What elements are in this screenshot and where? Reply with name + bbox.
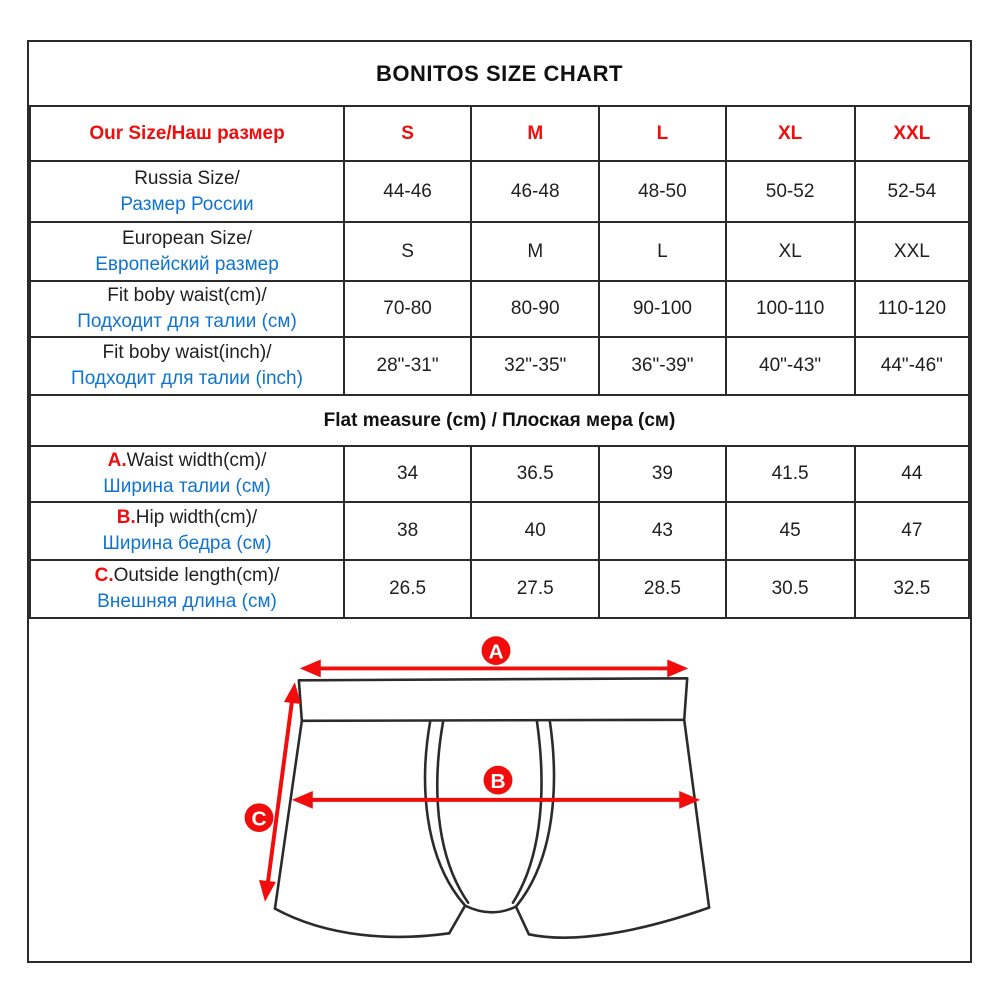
row-label-en-text: Hip width(cm)/ — [135, 507, 258, 529]
row-label-en: Fit boby waist(cm)/ — [107, 285, 267, 307]
header-size-xxl: XXL — [855, 106, 969, 161]
measure-letter-a: A. — [107, 450, 127, 472]
left-leg-hem — [275, 909, 449, 937]
row-label-ru: Ширина талии (см) — [103, 476, 271, 497]
row-label — [30, 446, 344, 502]
value-cell: XXL — [855, 222, 969, 281]
section-header-row — [30, 395, 969, 446]
row-label — [30, 560, 344, 618]
measure-badges — [245, 636, 513, 832]
value-cell: 70-80 — [344, 281, 471, 337]
value-cell: 28"-31" — [344, 337, 471, 395]
row-label-ru: Внешняя длина (см) — [97, 591, 277, 612]
value-cell: 30.5 — [726, 560, 855, 618]
row-label — [30, 161, 344, 222]
size-chart-frame — [27, 40, 972, 963]
measure-letter-b: B. — [116, 507, 136, 529]
value-cell: 36.5 — [471, 446, 599, 502]
right-side-seam — [684, 720, 709, 908]
left-inner-leg — [449, 906, 465, 934]
row-label-ru: Размер России — [120, 193, 254, 215]
value-cell: S — [344, 222, 471, 281]
row-fit-waist-inch — [30, 337, 969, 395]
row-label-en: European Size/ — [122, 227, 252, 249]
header-label: Our Size/Наш размер — [30, 106, 344, 161]
value-cell: 28.5 — [599, 560, 725, 618]
value-cell: 27.5 — [471, 560, 599, 618]
row-european-size — [30, 222, 969, 281]
row-fit-waist-cm — [30, 281, 969, 337]
value-cell: 47 — [855, 502, 969, 560]
header-row — [30, 106, 969, 161]
boxer-outline — [275, 678, 709, 937]
arrow-b-left-head — [292, 791, 313, 809]
value-cell: 38 — [344, 502, 471, 560]
row-label-en — [31, 563, 343, 589]
header-size-xl: XL — [726, 106, 855, 161]
value-cell: 39 — [599, 446, 725, 502]
value-cell: 32.5 — [855, 560, 969, 618]
boxer-diagram-svg — [29, 619, 970, 961]
row-label-ru: Европейский размер — [95, 253, 279, 275]
value-cell: 40 — [471, 502, 599, 560]
value-cell: 41.5 — [726, 446, 855, 502]
waistband — [299, 678, 687, 721]
row-label-en — [31, 505, 343, 531]
value-cell: 43 — [599, 502, 725, 560]
row-label-ru: Подходит для талии (inch) — [71, 368, 303, 389]
value-cell: 44"-46" — [855, 337, 969, 395]
left-side-seam — [275, 721, 302, 909]
section-header: Flat measure (cm) / Плоская мера (см) — [30, 395, 969, 446]
row-outside-length — [30, 560, 969, 618]
value-cell: 80-90 — [471, 281, 599, 337]
arrow-a-right-head — [667, 660, 688, 678]
value-cell: 90-100 — [599, 281, 725, 337]
pouch-right-outer-curve — [516, 721, 554, 907]
value-cell: 45 — [726, 502, 855, 560]
row-label-ru: Ширина бедра (см) — [102, 533, 272, 554]
row-label-ru: Подходит для талии (см) — [77, 311, 297, 332]
value-cell: 46-48 — [471, 161, 599, 222]
row-label-en-text: Waist width(cm)/ — [126, 450, 267, 472]
arrow-a-left-head — [300, 660, 321, 678]
badge-a-label: A — [488, 640, 504, 664]
value-cell: 100-110 — [726, 281, 855, 337]
row-label — [30, 222, 344, 281]
value-cell: 110-120 — [855, 281, 969, 337]
header-size-m: M — [471, 106, 599, 161]
value-cell: 50-52 — [726, 161, 855, 222]
value-cell: 48-50 — [599, 161, 725, 222]
arrow-c-bottom-head — [259, 880, 276, 902]
value-cell: 40"-43" — [726, 337, 855, 395]
row-waist-width — [30, 446, 969, 502]
pouch-left-inner-curve — [437, 721, 468, 903]
value-cell: XL — [726, 222, 855, 281]
measure-arrows — [259, 660, 700, 902]
pouch-left-outer-curve — [425, 721, 465, 906]
value-cell: 32"-35" — [471, 337, 599, 395]
value-cell: 34 — [344, 446, 471, 502]
row-label — [30, 502, 344, 560]
value-cell: 36"-39" — [599, 337, 725, 395]
badge-b-label: B — [490, 770, 506, 794]
page-title: BONITOS SIZE CHART — [376, 60, 623, 86]
row-hip-width — [30, 502, 969, 560]
row-label-en-text: Outside length(cm)/ — [113, 565, 280, 587]
value-cell: 44-46 — [344, 161, 471, 222]
badge-c-label: C — [251, 807, 267, 831]
value-cell: L — [599, 222, 725, 281]
right-inner-leg — [516, 907, 529, 935]
value-cell: M — [471, 222, 599, 281]
row-label — [30, 281, 344, 337]
size-table — [29, 105, 970, 619]
arrow-b-right-head — [679, 791, 700, 809]
header-size-l: L — [599, 106, 725, 161]
value-cell: 44 — [855, 446, 969, 502]
value-cell: 26.5 — [344, 560, 471, 618]
right-leg-hem — [529, 908, 709, 938]
measurement-diagram — [29, 619, 970, 961]
value-cell: 52-54 — [855, 161, 969, 222]
header-size-s: S — [344, 106, 471, 161]
row-russia-size — [30, 161, 969, 222]
pouch-bottom — [465, 906, 516, 913]
measure-letter-c: C. — [94, 565, 114, 587]
pouch-right-inner-curve — [513, 721, 542, 903]
row-label-en: Russia Size/ — [134, 167, 240, 189]
row-label — [30, 337, 344, 395]
row-label-en: Fit boby waist(inch)/ — [102, 342, 272, 364]
row-label-en — [31, 448, 343, 474]
